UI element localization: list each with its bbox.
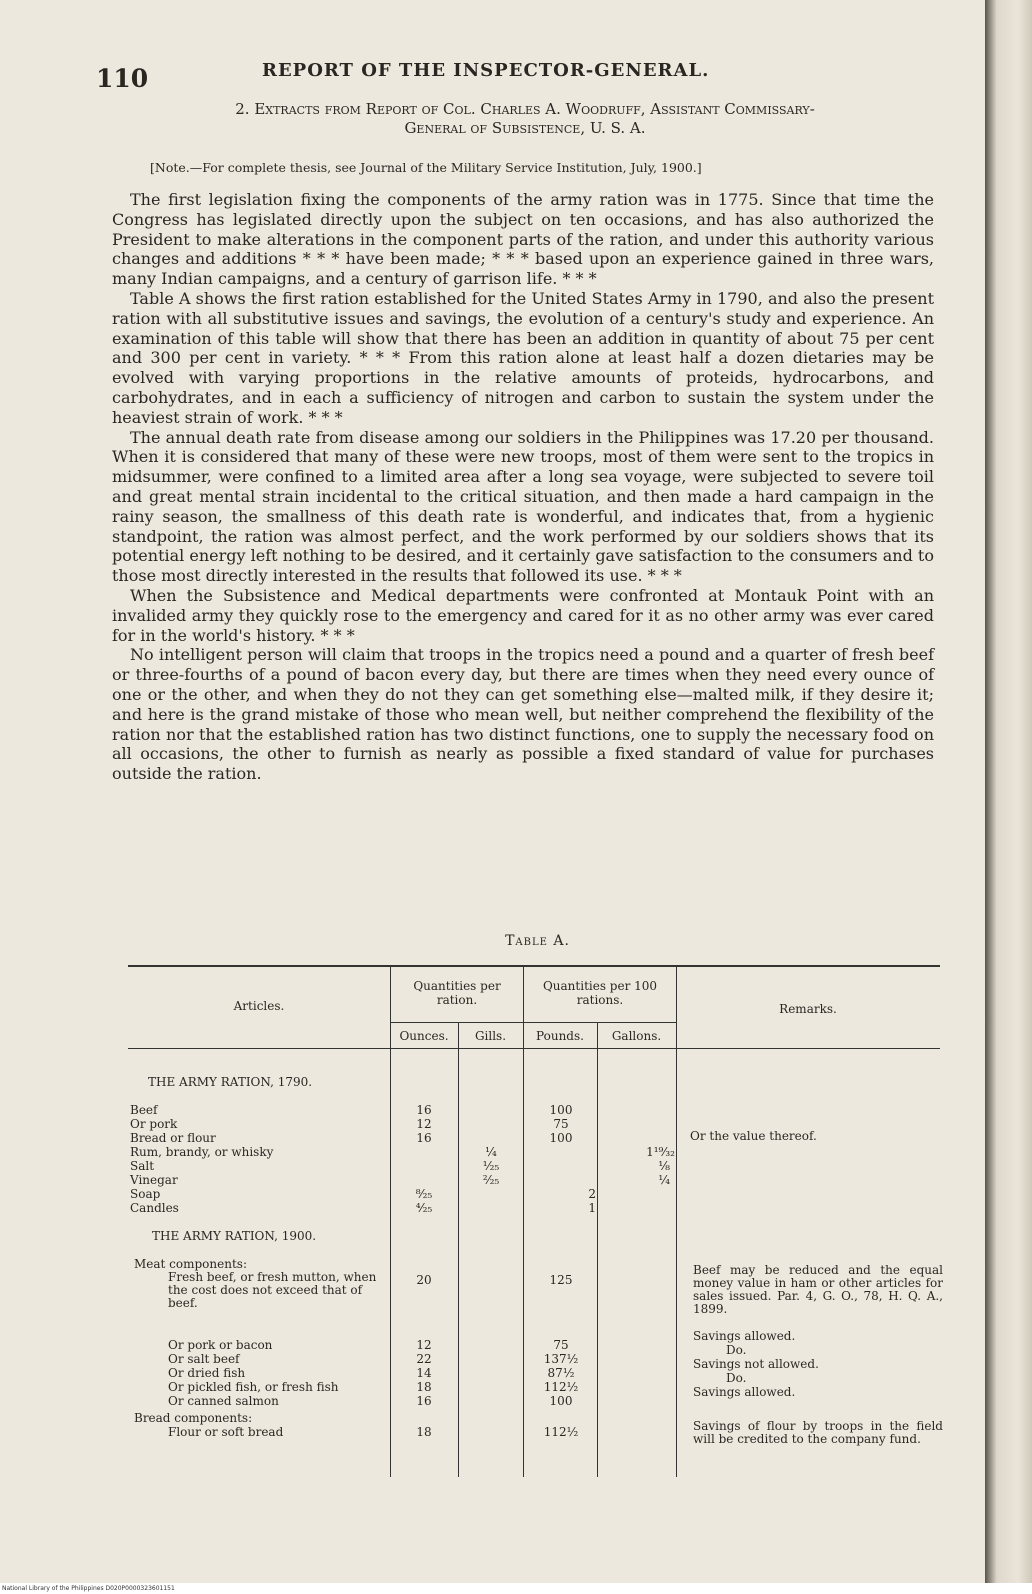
section-heading-line-2: General of Subsistence, U. S. A.	[404, 119, 646, 137]
gallons: ¼	[658, 1173, 670, 1187]
article: Bread or flour	[130, 1131, 216, 1145]
paragraph: When the Subsistence and Medical departments were confronted at Montauk Point with an invalided army they quickly rose to the emergency and cared for it as no other army was ever cared for in the world's history. * * *	[112, 585, 934, 645]
header-per-100: Quantities per 100 rations.	[542, 979, 658, 1007]
pounds: 2	[588, 1187, 596, 1201]
table-title: Table A.	[505, 933, 570, 949]
paragraph: No intelligent person will claim that troops in the tropics need a pound and a quarter of fresh beef or three-fourths of a pound of bacon every day, but there are times when they need every ounce of one or the other, and when they do not they can get something else—malted milk, if they desire it; and here is the grand mistake of those who mean well, but neither comprehend the flexibility of the ration nor that the established ration has two distinct functions, one to supply the necessary food on all occasions, the other to furnish as nearly as possible a fixed standard of value for purchases outside the ration.	[112, 645, 934, 784]
gills: ¹⁄₂₅	[482, 1159, 500, 1173]
header-articles: Articles.	[233, 999, 285, 1013]
section-heading-line-1: 2. Extracts from Report of Col. Charles A. Woodruff, Assistant Commissary-	[235, 100, 815, 118]
col-divider	[458, 1023, 459, 1477]
table-row	[128, 1159, 940, 1173]
article: Or canned salmon	[168, 1394, 279, 1408]
article: Or pickled fish, or fresh fish	[168, 1380, 339, 1394]
remarks: Do.	[726, 1343, 747, 1357]
page-number: 110	[96, 64, 149, 93]
table-row	[128, 1187, 940, 1201]
remarks: Savings allowed.	[693, 1385, 796, 1399]
gallons: ⅛	[658, 1159, 670, 1173]
article: Soap	[130, 1187, 161, 1201]
header-per-ration: Quantities per ration.	[413, 979, 501, 1007]
article: Candles	[130, 1201, 179, 1215]
gallons: 1¹⁹⁄₃₂	[646, 1145, 675, 1159]
source-note: [Note.—For complete thesis, see Journal of the Military Service Institution, July, 1900.]	[150, 160, 702, 175]
section-heading-1900: THE ARMY RATION, 1900.	[152, 1229, 317, 1243]
fresh-beef-remarks: Beef may be reduced and the equal money value in ham or other articles for sales issued. Par. 4, G. O., 78, H. Q. A., 1899.	[693, 1263, 943, 1316]
table-row	[128, 1103, 940, 1117]
pounds: 137½	[543, 1352, 579, 1366]
pounds: 100	[549, 1103, 573, 1117]
ounces: ⁴⁄₂₅	[415, 1201, 433, 1215]
ounces: 16	[416, 1131, 432, 1145]
header-pounds: Pounds.	[536, 1029, 584, 1043]
gills: ²⁄₂₅	[482, 1173, 500, 1187]
table-top-rule	[128, 965, 940, 967]
header-bottom-rule	[128, 1048, 940, 1049]
header-gallons: Gallons.	[611, 1029, 662, 1043]
pounds: 75	[553, 1338, 569, 1352]
ounces: 22	[416, 1352, 432, 1366]
article: Or pork	[130, 1117, 178, 1131]
fresh-beef-pounds: 125	[549, 1273, 573, 1287]
ounces: 12	[416, 1117, 432, 1131]
article: Beef	[130, 1103, 158, 1117]
article: Or dried fish	[168, 1366, 246, 1380]
subheader-rule	[390, 1022, 676, 1023]
table-row	[128, 1201, 940, 1215]
section-heading	[110, 100, 940, 138]
ounces: ⁸⁄₂₅	[415, 1187, 433, 1201]
ounces: 12	[416, 1338, 432, 1352]
ounces: 18	[416, 1425, 432, 1439]
article: Or salt beef	[168, 1352, 240, 1366]
running-head: REPORT OF THE INSPECTOR-GENERAL.	[262, 60, 710, 81]
ounces: 16	[416, 1103, 432, 1117]
article: Or pork or bacon	[168, 1338, 273, 1352]
table-row	[128, 1329, 940, 1352]
table-row	[128, 1145, 940, 1159]
fresh-beef-article: Fresh beef, or fresh mutton, when the cost does not exceed that of beef.	[168, 1270, 377, 1310]
article: Rum, brandy, or whisky	[130, 1145, 274, 1159]
table-row	[128, 1173, 940, 1187]
ounces: 16	[416, 1394, 432, 1408]
header-gills: Gills.	[474, 1029, 507, 1043]
pounds: 100	[549, 1394, 573, 1408]
scan-footer: National Library of the Philippines D020P0000323601151	[0, 1583, 1032, 1594]
book-page-edge	[985, 0, 1032, 1594]
ounces: 18	[416, 1380, 432, 1394]
pounds: 112½	[543, 1380, 579, 1394]
gills: ¼	[485, 1145, 497, 1159]
paragraph: The first legislation fixing the components of the army ration was in 1775. Since that time the Congress has legislated directly upon the subject on ten occasions, and has also authorized the President to make alterations in the component parts of the ration, and under this authority various changes and additions * * * have been made; * * * based upon an experience gained in three wars, many Indian campaigns, and a century of garrison life. * * *	[112, 190, 934, 289]
bread-components-label: Bread components:	[134, 1411, 253, 1425]
body-text	[112, 190, 934, 784]
fresh-beef-ounces: 20	[416, 1273, 432, 1287]
flour-remarks: Savings of flour by troops in the field will be credited to the company fund.	[693, 1419, 943, 1446]
pounds: 87½	[547, 1366, 575, 1380]
pounds: 112½	[543, 1425, 579, 1439]
header-ounces: Ounces.	[399, 1029, 449, 1043]
ounces: 14	[416, 1366, 432, 1380]
meat-components-label: Meat components:	[134, 1257, 247, 1271]
header-remarks: Remarks.	[779, 1002, 837, 1016]
remarks: Or the value thereof.	[690, 1129, 817, 1143]
paragraph: Table A shows the first ration established for the United States Army in 1790, and also the present ration with all substitutive issues and savings, the evolution of a century's study and experience. An examination of this table will show that there has been an addition in quantity of about 75 per cent and 300 per cent in variety. * * * From this ration alone at least half a dozen dietaries may be evolved with varying proportions in the relative amounts of proteids, hydrocarbons, and carbohydrates, and in each a sufficiency of nitrogen and carbon to sustain the system under the heaviest strain of work. * * *	[112, 288, 934, 427]
article: Flour or soft bread	[168, 1425, 284, 1439]
pounds: 75	[553, 1117, 569, 1131]
remarks: Savings allowed.	[693, 1329, 796, 1343]
col-divider	[597, 1023, 598, 1477]
article: Salt	[130, 1159, 155, 1173]
remarks: Savings not allowed.	[693, 1357, 819, 1371]
section-heading-1790: THE ARMY RATION, 1790.	[148, 1075, 313, 1089]
article: Vinegar	[130, 1173, 178, 1187]
remarks: Do.	[726, 1371, 747, 1385]
pounds: 1	[588, 1201, 596, 1215]
paragraph: The annual death rate from disease among our soldiers in the Philippines was 17.20 per thousand. When it is considered that many of these were new troops, most of them were sent to the tropics in midsummer, were confined to a limited area after a long sea voyage, were subjected to severe toil and great mental strain incidental to the critical situation, and then made a hard campaign in the rainy season, the smallness of this death rate is wonderful, and indicates that, from a hygienic standpoint, the ration was almost perfect, and the work performed by our soldiers shows that its potential energy left nothing to be desired, and it certainly gave satisfaction to the consumers and to those most directly interested in the results that followed its use. * * *	[112, 427, 934, 586]
table-row	[128, 1117, 940, 1131]
pounds: 100	[549, 1131, 573, 1145]
table-row	[128, 1131, 940, 1145]
